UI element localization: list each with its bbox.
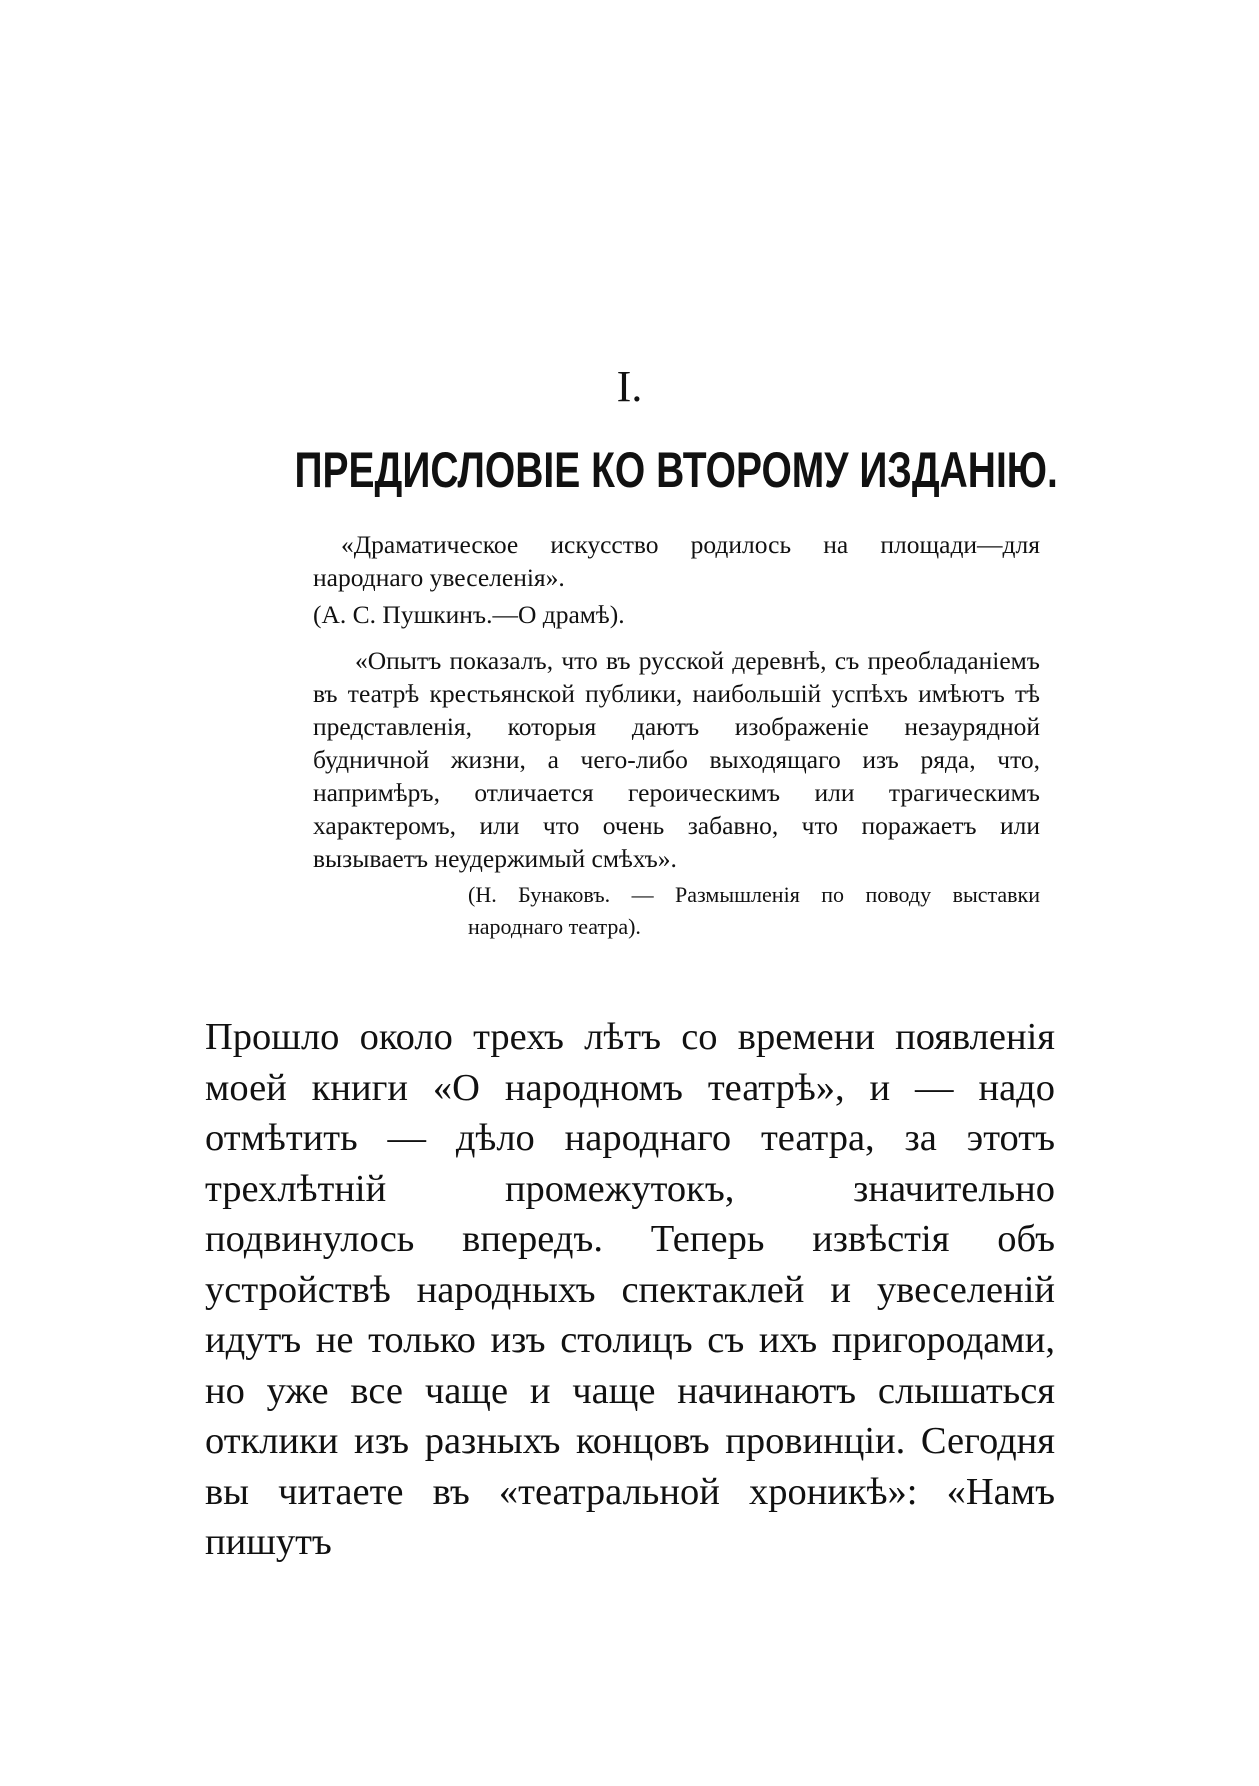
epigraph-attribution: (А. С. Пушкинъ.—О драмѣ). — [313, 600, 625, 629]
epigraph-bunakov — [313, 644, 1040, 943]
epigraph-pushkin — [313, 528, 1040, 631]
epigraph-quote: «Опытъ показалъ, что въ русской деревнѣ, съ преобладаніемъ въ театрѣ крестьянской публики, наибольшій успѣхъ имѣютъ тѣ представленія, которыя даютъ изображеніе незаурядной будничной жизни, а чего-либо выходящаго изъ ряда, что, напримѣръ, отличается героическимъ или трагическимъ характеромъ, или что очень забавно, что поражаетъ или вызываетъ неудержимый смѣхъ». — [313, 646, 1040, 873]
chapter-numeral: I. — [616, 362, 643, 411]
epigraph-quote: «Драматическое искусство родилось на площади—для народнаго увеселенія». — [313, 530, 1040, 592]
body-text — [205, 1012, 1055, 1568]
chapter-title: ПРЕДИСЛОВІЕ КО ВТОРОМУ ИЗДАНІЮ. — [294, 442, 1058, 498]
body-paragraph: Прошло около трехъ лѣтъ со времени появленія моей книги «О народномъ театрѣ», и — надо отмѣтить — дѣло народнаго театра, за этотъ трехлѣтній промежутокъ, значительно подвинулось впередъ. Теперь извѣстія объ устройствѣ народныхъ спектаклей и увеселеній идутъ не только изъ столицъ съ ихъ пригородами, но уже все чаще и чаще начинаютъ слышаться отклики изъ разныхъ концовъ провинціи. Сегодня вы читаете въ «театральной хроникѣ»: «Намъ пишутъ — [205, 1016, 1055, 1563]
epigraph-attribution: (Н. Бунаковъ. — Размышленія по поводу выставки народнаго театра). — [468, 882, 1040, 939]
